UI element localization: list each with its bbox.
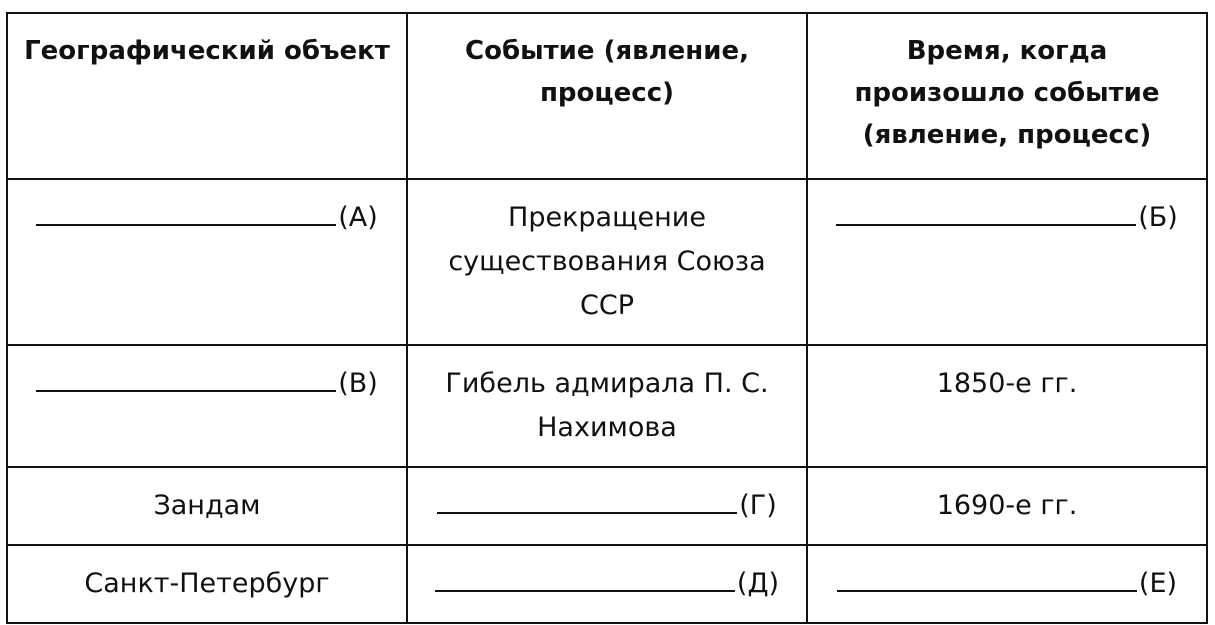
table-row xyxy=(7,345,1207,467)
blank-marker: (Г) xyxy=(739,490,777,521)
assignment-table xyxy=(6,12,1208,624)
blank-line xyxy=(36,367,336,392)
blank-line xyxy=(437,489,737,514)
table-row xyxy=(7,467,1207,545)
blank-field-g[interactable] xyxy=(437,484,777,528)
header-event: Событие (явление, процесс) xyxy=(407,13,807,179)
cell-time: 1690-е гг. xyxy=(807,467,1207,545)
cell-object: Санкт-Петербург xyxy=(7,545,407,623)
blank-marker: (А) xyxy=(338,202,378,233)
table-row xyxy=(7,545,1207,623)
blank-marker: (Б) xyxy=(1138,202,1178,233)
cell-object-v xyxy=(7,345,407,467)
cell-time-e xyxy=(807,545,1207,623)
blank-field-b[interactable] xyxy=(836,196,1178,240)
blank-line xyxy=(837,567,1137,592)
cell-event-d xyxy=(407,545,807,623)
cell-event-g xyxy=(407,467,807,545)
blank-line xyxy=(36,201,336,226)
table-row xyxy=(7,179,1207,345)
cell-object: Зандам xyxy=(7,467,407,545)
blank-marker: (Д) xyxy=(736,568,780,599)
blank-marker: (Е) xyxy=(1138,568,1178,599)
cell-time-b xyxy=(807,179,1207,345)
blank-field-a[interactable] xyxy=(36,196,378,240)
blank-field-d[interactable] xyxy=(435,562,779,606)
blank-field-v[interactable] xyxy=(36,362,378,406)
table-header-row xyxy=(7,13,1207,179)
blank-marker: (В) xyxy=(338,368,378,399)
blank-field-e[interactable] xyxy=(837,562,1177,606)
cell-event: Прекращение существования Союза ССР xyxy=(407,179,807,345)
header-geographic-object: Географический объект xyxy=(7,13,407,179)
cell-object-a xyxy=(7,179,407,345)
cell-time: 1850-е гг. xyxy=(807,345,1207,467)
cell-event: Гибель адмирала П. С. Нахимова xyxy=(407,345,807,467)
header-time: Время, когда произошло событие (явление, процесс) xyxy=(807,13,1207,179)
blank-line xyxy=(836,201,1136,226)
blank-line xyxy=(435,567,735,592)
